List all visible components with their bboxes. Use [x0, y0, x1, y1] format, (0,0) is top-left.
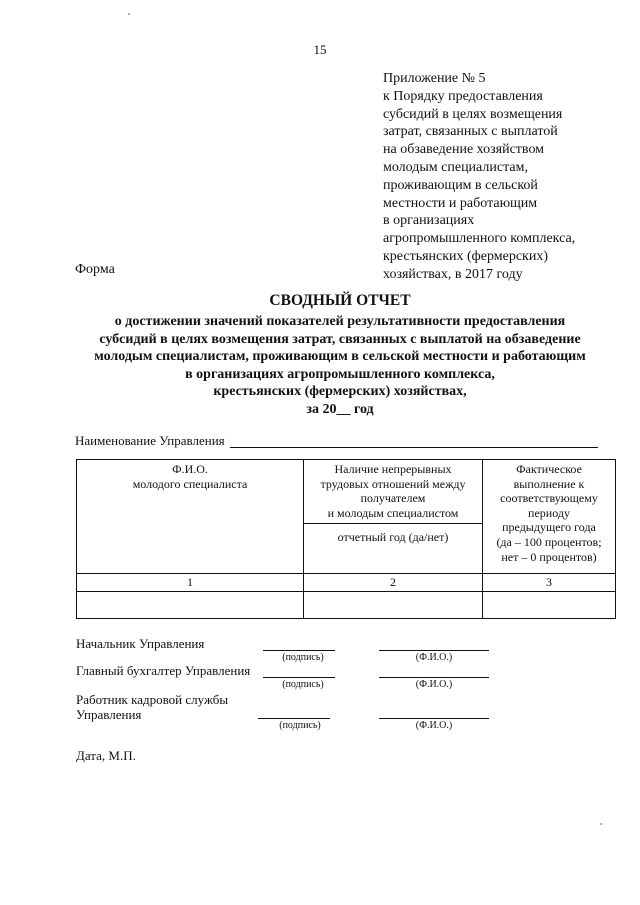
- scan-speck: [600, 823, 602, 825]
- appendix-line: к Порядку предоставления: [383, 88, 543, 104]
- header-cell-fulfillment: [483, 460, 616, 574]
- subtitle-line: в организациях агропромышленного комплекса,: [185, 366, 495, 382]
- signature-role-hr: Работник кадровой службы: [76, 692, 229, 707]
- table-number-row: [77, 574, 616, 592]
- appendix-line: местности и работающим: [383, 195, 538, 211]
- header-text: и молодым специалистом: [327, 505, 459, 520]
- name-line[interactable]: [379, 677, 489, 678]
- header-text: трудовых отношений между: [320, 476, 466, 491]
- header-text: получателем: [360, 491, 426, 506]
- name-caption: (Ф.И.О.): [415, 679, 453, 690]
- appendix-note: [383, 70, 623, 284]
- appendix-line: Приложение № 5: [383, 71, 486, 86]
- appendix-line: крестьянских (фермерских): [383, 248, 548, 264]
- management-name-field[interactable]: [230, 447, 598, 448]
- appendix-line: молодым специалистам,: [383, 159, 528, 175]
- name-caption: (Ф.И.О.): [415, 652, 453, 663]
- signature-line[interactable]: [258, 718, 330, 719]
- signature-line[interactable]: [263, 650, 335, 651]
- signature-role-accountant: Главный бухгалтер Управления: [76, 663, 251, 678]
- signature-line[interactable]: [263, 677, 335, 678]
- column-number: 1: [77, 574, 304, 592]
- signature-caption: (подпись): [282, 652, 324, 663]
- table-header-row: [77, 460, 616, 524]
- subtitle-line: крестьянских (фермерских) хозяйствах,: [213, 384, 467, 400]
- signature-caption: (подпись): [282, 679, 324, 690]
- header-text: Ф.И.О.: [172, 462, 208, 476]
- column-number: 3: [483, 574, 616, 592]
- scan-speck: [128, 13, 130, 15]
- name-caption: (Ф.И.О.): [415, 720, 453, 731]
- table-cell-empty[interactable]: [77, 591, 304, 618]
- management-label: Наименование Управления: [75, 433, 225, 448]
- header-text: Наличие непрерывных: [334, 462, 452, 476]
- appendix-line: хозяйствах, в 2017 году: [383, 266, 523, 282]
- header-text: молодого специалиста: [132, 476, 248, 491]
- appendix-line: субсидий в целях возмещения: [383, 106, 563, 122]
- signature-caption: (подпись): [279, 720, 321, 731]
- page-number: 15: [313, 42, 327, 57]
- signature-role-head: Начальник Управления: [76, 636, 205, 651]
- table-cell-empty[interactable]: [304, 591, 483, 618]
- document-subtitle: [60, 313, 620, 419]
- header-cell-employment: [304, 460, 483, 524]
- table-row: [77, 591, 616, 618]
- form-label: Форма: [75, 262, 115, 277]
- subheader-cell-reporting-year: отчетный год (да/нет): [304, 524, 483, 574]
- name-line[interactable]: [379, 718, 489, 719]
- header-text: нет – 0 процентов): [501, 549, 597, 564]
- subtitle-line: о достижении значений показателей результативности предоставления: [114, 314, 566, 329]
- date-label: Дата, М.П.: [76, 748, 136, 763]
- subtitle-line: молодым специалистам, проживающим в сельской местности и работающим: [94, 349, 586, 365]
- header-cell-specialist: [77, 460, 304, 574]
- table-cell-empty[interactable]: [483, 591, 616, 618]
- header-text: предыдущего года: [502, 520, 596, 535]
- header-text: выполнение к: [513, 476, 585, 491]
- appendix-line: проживающим в сельской: [383, 177, 538, 193]
- header-text: Фактическое: [516, 462, 582, 476]
- document-title: СВОДНЫЙ ОТЧЕТ: [269, 292, 411, 309]
- subtitle-line: за 20__ год: [306, 401, 374, 417]
- appendix-line: затрат, связанных с выплатой: [383, 124, 558, 140]
- report-table: [76, 459, 616, 619]
- header-text: соответствующему: [500, 491, 598, 506]
- header-text: периоду: [528, 505, 570, 520]
- appendix-line: агропромышленного комплекса,: [383, 231, 576, 247]
- column-number: 2: [304, 574, 483, 592]
- name-line[interactable]: [379, 650, 489, 651]
- header-text: (да – 100 процентов;: [496, 534, 602, 549]
- appendix-line: на обзаведение хозяйством: [383, 142, 545, 158]
- appendix-line: в организациях: [383, 213, 475, 229]
- subtitle-line: субсидий в целях возмещения затрат, связанных с выплатой на обзаведение: [99, 331, 581, 347]
- signature-role-hr-cont: Управления: [76, 707, 142, 722]
